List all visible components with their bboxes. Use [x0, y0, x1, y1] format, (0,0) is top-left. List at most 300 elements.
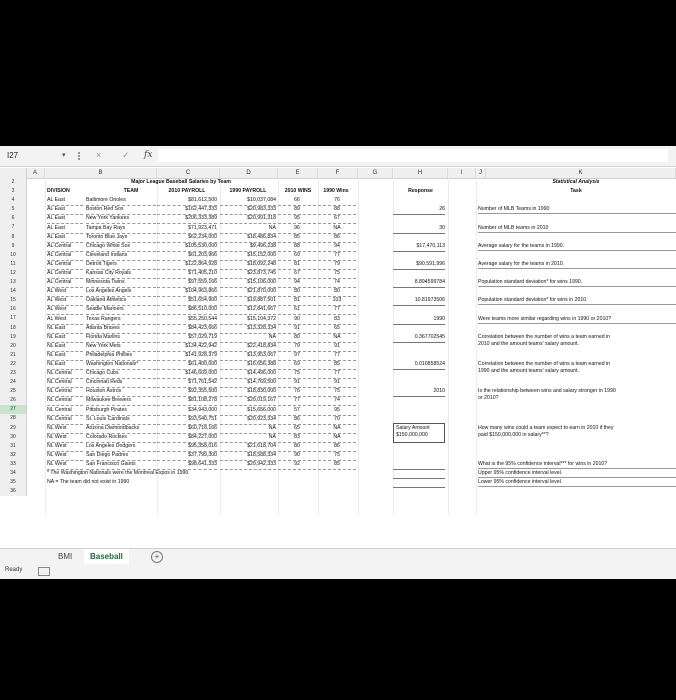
grid-row-8: [26, 233, 676, 242]
column-header-i[interactable]: I: [448, 168, 476, 178]
column-header-k[interactable]: K: [486, 168, 676, 178]
payroll-2010-cell[interactable]: $37,799,300: [157, 451, 217, 461]
wins-1990-cell[interactable]: 77: [318, 305, 356, 315]
wins-1990-cell[interactable]: 75: [318, 269, 356, 279]
payroll-1990-cell[interactable]: $13,328,334: [220, 324, 276, 334]
wins-1990-cell[interactable]: 91: [318, 342, 356, 352]
team-cell[interactable]: Cleveland Indians: [86, 251, 156, 261]
row-header-33[interactable]: 33: [10, 460, 16, 467]
payroll-2010-cell[interactable]: $97,559,166: [157, 278, 217, 288]
payroll-2010-cell[interactable]: $34,943,000: [157, 406, 217, 416]
column-header-h[interactable]: H: [393, 168, 448, 178]
table-header-0[interactable]: DIVISION: [47, 188, 70, 195]
wins-2010-cell[interactable]: 65: [278, 424, 316, 434]
table-header-3[interactable]: 1990 PAYROLL: [229, 188, 267, 195]
column-header-a[interactable]: A: [26, 168, 45, 178]
row-header-27[interactable]: 27: [0, 405, 26, 414]
row-header-16[interactable]: 16: [10, 306, 16, 313]
accessibility-icon[interactable]: [38, 567, 50, 576]
task-cell-7[interactable]: [478, 334, 676, 348]
wins-2010-cell[interactable]: 67: [278, 269, 316, 279]
wins-1990-cell[interactable]: 77: [318, 351, 356, 361]
row-header-11[interactable]: 11: [10, 260, 16, 267]
row-header-21[interactable]: 21: [10, 351, 16, 358]
grid-row-4: [26, 196, 676, 205]
task-cell-3[interactable]: Average salary for the teams in 2010.: [478, 261, 676, 269]
wins-1990-cell[interactable]: NA: [318, 224, 356, 234]
team-cell[interactable]: Los Angeles Dodgers: [86, 442, 156, 452]
wins-2010-cell[interactable]: 91: [278, 324, 316, 334]
division-cell[interactable]: NL West: [47, 451, 83, 461]
row-header-34[interactable]: 34: [10, 470, 16, 476]
row-header-15[interactable]: 15: [10, 297, 16, 304]
response-cell-4[interactable]: 8.894599784: [393, 279, 445, 288]
payroll-1990-cell[interactable]: $15,104,372: [220, 315, 276, 325]
payroll-1990-cell[interactable]: $18,830,000: [220, 387, 276, 397]
row-header-18[interactable]: 18: [10, 324, 16, 331]
grid-row-18: [26, 324, 676, 333]
payroll-2010-cell[interactable]: $61,203,966: [157, 251, 217, 261]
payroll-2010-cell[interactable]: $71,405,210: [157, 269, 217, 279]
table-header-4[interactable]: 2010 WINS: [284, 188, 312, 195]
response-cell-0[interactable]: 26: [393, 206, 445, 215]
row-header-17[interactable]: 17: [10, 315, 16, 322]
row-header-7[interactable]: 7: [11, 224, 15, 231]
row-header-23[interactable]: 23: [10, 369, 16, 376]
row-header-2[interactable]: 2: [11, 179, 15, 185]
payroll-2010-cell[interactable]: $71,923,471: [157, 224, 217, 234]
wins-2010-cell[interactable]: 85: [278, 233, 316, 243]
table-header-1[interactable]: TEAM: [123, 188, 139, 195]
payroll-2010-cell[interactable]: $51,654,900: [157, 296, 217, 306]
wins-2010-cell[interactable]: 89: [278, 205, 316, 215]
row-header-35[interactable]: 35: [10, 479, 16, 486]
team-cell[interactable]: Washington Nationals*: [86, 360, 156, 370]
division-cell[interactable]: NL East: [47, 324, 83, 334]
payroll-2010-cell[interactable]: $62,234,000: [157, 233, 217, 243]
payroll-2010-cell[interactable]: $81,108,278: [157, 396, 217, 406]
wins-1990-cell[interactable]: 85: [318, 460, 356, 470]
cancel-icon[interactable]: ×: [96, 150, 102, 160]
payroll-1990-cell[interactable]: $12,841,667: [220, 305, 276, 315]
wins-1990-cell[interactable]: 67: [318, 214, 356, 224]
payroll-2010-cell[interactable]: $105,530,000: [157, 242, 217, 252]
response-cell-8[interactable]: 0.010858524: [393, 361, 445, 370]
formula-bar-separator: [78, 152, 82, 160]
wins-2010-cell[interactable]: 80: [278, 442, 316, 452]
payroll-1990-cell[interactable]: $22,418,834: [220, 342, 276, 352]
payroll-1990-cell[interactable]: $14,769,500: [220, 378, 276, 388]
wins-1990-cell[interactable]: 79: [318, 260, 356, 270]
team-cell[interactable]: Tampa Bay Rays: [86, 224, 156, 234]
payroll-1990-cell[interactable]: $18,588,334: [220, 451, 276, 461]
sheet-tab-bmi[interactable]: BMI: [58, 552, 73, 561]
wins-2010-cell[interactable]: 92: [278, 460, 316, 470]
payroll-1990-cell[interactable]: $20,942,333: [220, 460, 276, 470]
wins-2010-cell[interactable]: 80: [278, 333, 316, 343]
wins-1990-cell[interactable]: 77: [318, 369, 356, 379]
sheet-tab-bar: [0, 548, 676, 565]
column-header-j[interactable]: J: [476, 168, 486, 178]
column-header-c[interactable]: C: [157, 168, 220, 178]
wins-1990-cell[interactable]: 83: [318, 315, 356, 325]
task-cell-2[interactable]: Average salary for the teams in 1990.: [478, 243, 676, 251]
spreadsheet-window: [0, 146, 676, 579]
payroll-1990-cell[interactable]: $20,923,334: [220, 415, 276, 425]
task-cell-1[interactable]: Number of MLB teams in 2010: [478, 225, 676, 233]
division-cell[interactable]: AL East: [47, 205, 83, 215]
response-cell-13[interactable]: [393, 479, 445, 488]
division-cell[interactable]: AL West: [47, 305, 83, 315]
division-cell[interactable]: AL East: [47, 233, 83, 243]
wins-2010-cell[interactable]: 83: [278, 433, 316, 443]
payroll-2010-cell[interactable]: $141,928,379: [157, 351, 217, 361]
payroll-1990-cell[interactable]: $10,037,084: [220, 196, 276, 206]
wins-2010-cell[interactable]: 80: [278, 287, 316, 297]
response-cell-3[interactable]: $90,591,996: [393, 261, 445, 270]
row-header-25[interactable]: 25: [10, 388, 16, 395]
wins-1990-cell[interactable]: NA: [318, 433, 356, 443]
team-cell[interactable]: Philadelphia Phillies: [86, 351, 156, 361]
footnote-na[interactable]: NA = The team did not exist in 1990: [47, 479, 130, 486]
payroll-2010-cell[interactable]: $93,540,751: [157, 415, 217, 425]
wins-2010-cell[interactable]: 79: [278, 342, 316, 352]
division-cell[interactable]: AL West: [47, 315, 83, 325]
task-header[interactable]: Task: [570, 188, 582, 195]
payroll-2010-cell[interactable]: $71,761,542: [157, 378, 217, 388]
team-cell[interactable]: Detroit Tigers: [86, 260, 156, 270]
payroll-1990-cell[interactable]: $23,873,745: [220, 269, 276, 279]
payroll-2010-cell[interactable]: $104,963,866: [157, 287, 217, 297]
sheet-tab-baseball[interactable]: Baseball: [84, 549, 129, 566]
add-sheet-icon[interactable]: +: [151, 551, 163, 563]
division-cell[interactable]: NL East: [47, 333, 83, 343]
division-cell[interactable]: NL East: [47, 360, 83, 370]
grid-row-16: [26, 305, 676, 314]
team-cell[interactable]: Milwaukee Brewers: [86, 396, 156, 406]
cell-grid[interactable]: [26, 178, 676, 515]
division-cell[interactable]: AL West: [47, 296, 83, 306]
division-cell[interactable]: NL West: [47, 442, 83, 452]
payroll-2010-cell[interactable]: $134,422,942: [157, 342, 217, 352]
wins-2010-cell[interactable]: 96: [278, 224, 316, 234]
formula-bar: [0, 146, 676, 167]
team-cell[interactable]: Pittsburgh Pirates: [86, 406, 156, 416]
wins-1990-cell[interactable]: NA: [318, 424, 356, 434]
division-cell[interactable]: AL East: [47, 196, 83, 206]
payroll-2010-cell[interactable]: $81,612,500: [157, 196, 217, 206]
payroll-1990-cell[interactable]: $15,656,000: [220, 406, 276, 416]
row-header-14[interactable]: 14: [10, 288, 16, 295]
formula-input[interactable]: [158, 149, 668, 162]
division-cell[interactable]: AL Central: [47, 278, 83, 288]
enter-icon[interactable]: ✓: [122, 150, 130, 160]
division-cell[interactable]: NL East: [47, 342, 83, 352]
wins-1990-cell[interactable]: 85: [318, 360, 356, 370]
payroll-1990-cell[interactable]: $18,092,248: [220, 260, 276, 270]
division-cell[interactable]: AL East: [47, 214, 83, 224]
response-cell-1[interactable]: 30: [393, 225, 445, 234]
wins-2010-cell[interactable]: 76: [278, 387, 316, 397]
payroll-2010-cell[interactable]: $55,250,544: [157, 315, 217, 325]
row-header-13[interactable]: 13: [10, 279, 16, 286]
column-header-e[interactable]: E: [278, 168, 318, 178]
wins-1990-cell[interactable]: 95: [318, 406, 356, 416]
wins-1990-cell[interactable]: 74: [318, 396, 356, 406]
payroll-1990-cell[interactable]: NA: [220, 424, 276, 434]
wins-1990-cell[interactable]: 75: [318, 451, 356, 461]
payroll-2010-cell[interactable]: $57,029,719: [157, 333, 217, 343]
payroll-1990-cell[interactable]: NA: [220, 333, 276, 343]
row-header-19[interactable]: 19: [10, 333, 16, 340]
row-header-8[interactable]: 8: [11, 233, 15, 240]
payroll-1990-cell[interactable]: $16,656,388: [220, 360, 276, 370]
row-header-3[interactable]: 3: [11, 188, 15, 195]
wins-2010-cell[interactable]: 61: [278, 305, 316, 315]
row-header-30[interactable]: 30: [10, 433, 16, 440]
payroll-2010-cell[interactable]: $84,227,000: [157, 433, 217, 443]
row-header-31[interactable]: 31: [10, 442, 16, 449]
payroll-1990-cell[interactable]: $14,496,000: [220, 369, 276, 379]
division-cell[interactable]: NL West: [47, 433, 83, 443]
payroll-1990-cell[interactable]: $9,496,238: [220, 242, 276, 252]
analysis-title[interactable]: Statistical Analysis: [552, 179, 600, 185]
insert-function-icon[interactable]: fx: [144, 150, 153, 160]
wins-1990-cell[interactable]: 86: [318, 233, 356, 243]
team-cell[interactable]: Toronto Blue Jays: [86, 233, 156, 243]
payroll-1990-cell[interactable]: NA: [220, 433, 276, 443]
payroll-2010-cell[interactable]: $122,864,928: [157, 260, 217, 270]
team-cell[interactable]: San Francisco Giants: [86, 460, 156, 470]
wins-2010-cell[interactable]: 69: [278, 251, 316, 261]
status-text: Ready: [5, 567, 23, 573]
team-cell[interactable]: New York Mets: [86, 342, 156, 352]
task-cell-4[interactable]: Population standard deviation* for wins 1990.: [478, 279, 676, 287]
wins-1990-cell[interactable]: 65: [318, 324, 356, 334]
payroll-1990-cell[interactable]: $15,106,000: [220, 278, 276, 288]
division-cell[interactable]: NL Central: [47, 415, 83, 425]
task-cell-6[interactable]: Were teams more similar regarding wins in 1990 or 2010?: [478, 316, 676, 324]
select-all-corner[interactable]: [0, 168, 27, 178]
wins-2010-cell[interactable]: 94: [278, 278, 316, 288]
name-box-dropdown-icon[interactable]: ▾: [62, 152, 66, 159]
wins-1990-cell[interactable]: 91: [318, 378, 356, 388]
row-header-9[interactable]: 9: [11, 242, 15, 249]
team-cell[interactable]: Atlanta Braves: [86, 324, 156, 334]
payroll-1990-cell[interactable]: $15,152,000: [220, 251, 276, 261]
payroll-1990-cell[interactable]: $21,618,704: [220, 442, 276, 452]
payroll-1990-cell[interactable]: $20,991,318: [220, 214, 276, 224]
column-header-g[interactable]: G: [358, 168, 393, 178]
grid-row-21: [26, 351, 676, 360]
row-header-29[interactable]: 29: [10, 424, 16, 431]
wins-2010-cell[interactable]: 97: [278, 351, 316, 361]
column-header-b[interactable]: B: [45, 168, 157, 178]
team-cell[interactable]: Texas Rangers: [86, 315, 156, 325]
payroll-1990-cell[interactable]: $20,019,167: [220, 396, 276, 406]
wins-2010-cell[interactable]: 81: [278, 296, 316, 306]
team-cell[interactable]: Chicago White Sox: [86, 242, 156, 252]
division-cell[interactable]: NL Central: [47, 378, 83, 388]
wins-2010-cell[interactable]: 90: [278, 315, 316, 325]
response-cell-5[interactable]: 10.81973506: [393, 297, 445, 306]
footnote-washington[interactable]: * The Washington Nationals were the Montreal Expos in 1990: [47, 470, 189, 477]
grid-row-6: [26, 214, 676, 223]
grid-row-24: [26, 378, 676, 387]
team-cell[interactable]: Baltimore Orioles: [86, 196, 156, 206]
division-cell[interactable]: NL West: [47, 460, 83, 470]
team-cell[interactable]: Boston Red Sox: [86, 205, 156, 215]
column-header-f[interactable]: F: [318, 168, 358, 178]
status-bar: [0, 564, 676, 579]
row-header-5[interactable]: 5: [11, 206, 15, 213]
team-cell[interactable]: Arizona Diamondbacks: [86, 424, 156, 434]
salary-amount-value[interactable]: $150,000,000: [396, 431, 428, 438]
grid-row-14: [26, 287, 676, 296]
team-cell[interactable]: San Diego Padres: [86, 451, 156, 461]
task-cell-5[interactable]: Population standard deviation* for wins in 2010.: [478, 297, 676, 305]
grid-row-28: [26, 415, 676, 424]
wins-1990-cell[interactable]: 88: [318, 205, 356, 215]
team-cell[interactable]: Florida Marlins: [86, 333, 156, 343]
payroll-2010-cell[interactable]: $206,333,389: [157, 214, 217, 224]
task-line-1: Correlation between the number of wins a team earned in: [478, 333, 611, 340]
row-header-4[interactable]: 4: [11, 197, 15, 204]
task-line-2: paid $150,000,000 in salary**?: [478, 431, 549, 438]
wins-1990-cell[interactable]: 103: [318, 296, 356, 306]
row-header-28[interactable]: 28: [10, 415, 16, 422]
payroll-2010-cell[interactable]: $162,447,333: [157, 205, 217, 215]
payroll-2010-cell[interactable]: $98,641,333: [157, 460, 217, 470]
response-cell-10[interactable]: [393, 423, 445, 443]
task-line-1: Is the relationship between wins and salary stronger in 1990: [478, 388, 616, 395]
row-header-20[interactable]: 20: [10, 342, 16, 349]
row-header-24[interactable]: 24: [10, 379, 16, 386]
table-header-2[interactable]: 2010 PAYROLL: [168, 188, 206, 195]
wins-1990-cell[interactable]: 75: [318, 387, 356, 397]
row-header-26[interactable]: 26: [10, 397, 16, 404]
payroll-2010-cell[interactable]: $95,358,016: [157, 442, 217, 452]
division-cell[interactable]: NL Central: [47, 387, 83, 397]
task-cell-13[interactable]: Lower 95% confidence interval level.: [478, 479, 676, 487]
payroll-2010-cell[interactable]: $146,609,000: [157, 369, 217, 379]
payroll-1990-cell[interactable]: $21,870,000: [220, 287, 276, 297]
wins-1990-cell[interactable]: 94: [318, 242, 356, 252]
team-cell[interactable]: Oakland Athletics: [86, 296, 156, 306]
response-cell-6[interactable]: 1990: [393, 316, 445, 325]
payroll-1990-cell[interactable]: $18,486,834: [220, 233, 276, 243]
payroll-2010-cell[interactable]: $86,510,000: [157, 305, 217, 315]
division-cell[interactable]: AL Central: [47, 269, 83, 279]
task-cell-8[interactable]: [478, 361, 676, 375]
division-cell[interactable]: AL Central: [47, 260, 83, 270]
division-cell[interactable]: NL East: [47, 351, 83, 361]
row-header-36[interactable]: 36: [10, 488, 16, 495]
wins-2010-cell[interactable]: 66: [278, 196, 316, 206]
wins-2010-cell[interactable]: 77: [278, 396, 316, 406]
wins-2010-cell[interactable]: 91: [278, 378, 316, 388]
wins-2010-cell[interactable]: 75: [278, 369, 316, 379]
team-cell[interactable]: Minnesota Twins: [86, 278, 156, 288]
payroll-2010-cell[interactable]: $60,718,166: [157, 424, 217, 434]
row-header-12[interactable]: 12: [10, 269, 16, 276]
payroll-2010-cell[interactable]: $61,400,000: [157, 360, 217, 370]
division-cell[interactable]: AL West: [47, 287, 83, 297]
response-header[interactable]: Response: [408, 188, 433, 195]
division-cell[interactable]: NL Central: [47, 406, 83, 416]
team-cell[interactable]: Chicago Cubs: [86, 369, 156, 379]
wins-2010-cell[interactable]: 88: [278, 242, 316, 252]
team-cell[interactable]: Seattle Mariners: [86, 305, 156, 315]
payroll-1990-cell[interactable]: $20,983,333: [220, 205, 276, 215]
wins-2010-cell[interactable]: 57: [278, 406, 316, 416]
wins-1990-cell[interactable]: 77: [318, 251, 356, 261]
response-cell-9[interactable]: 2010: [393, 388, 445, 397]
task-cell-9[interactable]: [478, 388, 676, 402]
payroll-1990-cell[interactable]: NA: [220, 224, 276, 234]
payroll-1990-cell[interactable]: $13,953,067: [220, 351, 276, 361]
wins-2010-cell[interactable]: 81: [278, 260, 316, 270]
division-cell[interactable]: NL Central: [47, 396, 83, 406]
division-cell[interactable]: AL Central: [47, 251, 83, 261]
row-header-22[interactable]: 22: [10, 360, 16, 367]
response-cell-12[interactable]: [393, 470, 445, 479]
wins-1990-cell[interactable]: 70: [318, 415, 356, 425]
grid-row-31: [26, 442, 676, 451]
row-header-6[interactable]: 6: [11, 215, 15, 222]
division-cell[interactable]: NL West: [47, 424, 83, 434]
task-cell-0[interactable]: Number of MLB Teams in 1990: [478, 206, 676, 214]
task-cell-10[interactable]: [478, 425, 676, 439]
wins-2010-cell[interactable]: 95: [278, 214, 316, 224]
row-header-32[interactable]: 32: [10, 451, 16, 458]
wins-1990-cell[interactable]: 74: [318, 278, 356, 288]
wins-2010-cell[interactable]: 86: [278, 415, 316, 425]
task-cell-12[interactable]: Upper 95% confidence interval level.: [478, 470, 676, 478]
response-cell-7[interactable]: 0.367702545: [393, 334, 445, 343]
name-box[interactable]: I27: [7, 151, 19, 160]
team-cell[interactable]: Los Angeles Angels: [86, 287, 156, 297]
team-cell[interactable]: Cincinnati Reds: [86, 378, 156, 388]
payroll-1990-cell[interactable]: $19,887,501: [220, 296, 276, 306]
column-header-d[interactable]: D: [220, 168, 278, 178]
response-cell-11[interactable]: [393, 461, 445, 470]
wins-1990-cell[interactable]: 86: [318, 442, 356, 452]
division-cell[interactable]: NL Central: [47, 369, 83, 379]
wins-1990-cell[interactable]: 80: [318, 287, 356, 297]
table-header-5[interactable]: 1990 Wins: [323, 188, 349, 195]
team-cell[interactable]: Kansas City Royals: [86, 269, 156, 279]
team-cell[interactable]: New York Yankees: [86, 214, 156, 224]
task-line-2: 2010 and the amount teams' salary amount.: [478, 340, 580, 347]
response-cell-2[interactable]: $17,470,113: [393, 243, 445, 252]
wins-2010-cell[interactable]: 90: [278, 451, 316, 461]
wins-1990-cell[interactable]: 76: [318, 196, 356, 206]
team-cell[interactable]: Colorado Rockies: [86, 433, 156, 443]
grid-row-12: [26, 269, 676, 278]
task-cell-11[interactable]: What is the 95% confidence interval*** for wins in 2010?: [478, 461, 676, 469]
payroll-2010-cell[interactable]: $92,355,500: [157, 387, 217, 397]
wins-1990-cell[interactable]: NA: [318, 333, 356, 343]
team-cell[interactable]: St. Louis Cardinals: [86, 415, 156, 425]
wins-2010-cell[interactable]: 69: [278, 360, 316, 370]
payroll-2010-cell[interactable]: $84,423,666: [157, 324, 217, 334]
division-cell[interactable]: AL Central: [47, 242, 83, 252]
table-title[interactable]: Major League Baseball Salaries by Team: [131, 179, 231, 185]
division-cell[interactable]: AL East: [47, 224, 83, 234]
row-header-10[interactable]: 10: [10, 251, 16, 258]
team-cell[interactable]: Houston Astros: [86, 387, 156, 397]
